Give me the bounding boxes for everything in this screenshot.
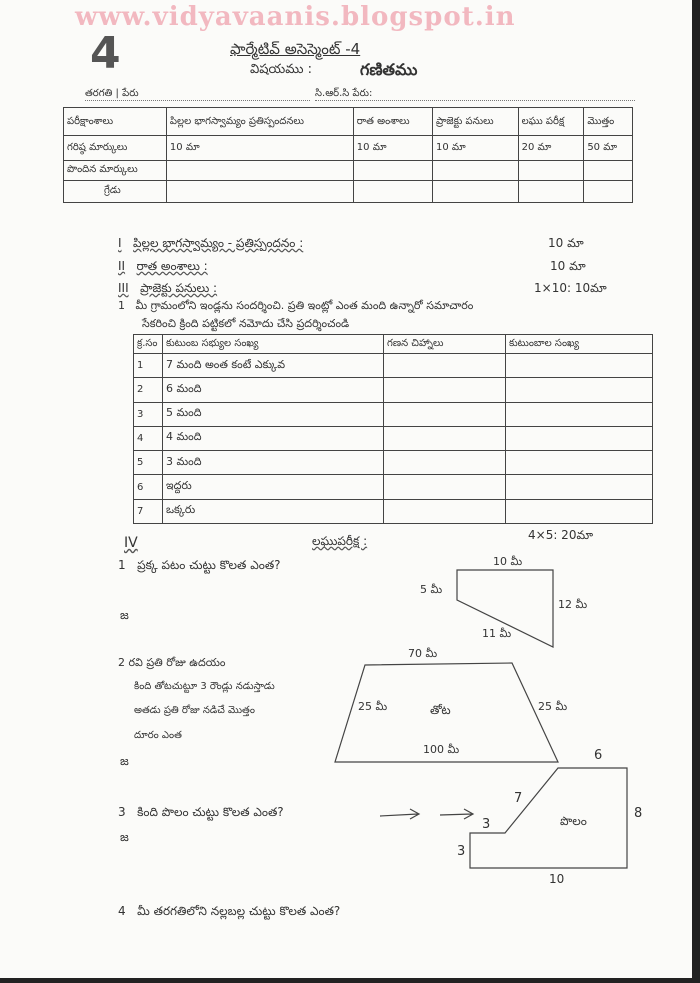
dim-label: 11 మీ (482, 627, 512, 640)
dim-label: 8 (634, 806, 643, 821)
class-name-line: తరగతి | పేరు (85, 88, 310, 101)
q3-answer: జ (120, 830, 129, 844)
cell: 2 (134, 378, 163, 402)
th: లఘు పరీక్ష (518, 108, 584, 136)
figure-q3-field (470, 768, 627, 868)
test-marks: 4×5: 20మా (528, 528, 593, 542)
cell: 7 (134, 499, 163, 523)
q2-line1: 2 రవి ప్రతి రోజు ఉదయం (118, 656, 226, 669)
th: మొత్తం (584, 108, 633, 136)
q2-line2: కింది తోటచుట్టూ 3 రౌండ్లు నడుస్తాడు (134, 681, 275, 692)
th: కుటుంబ సభ్యుల సంఖ్య (163, 335, 384, 354)
cell: 5 మంది (163, 402, 384, 426)
dim-label: 6 (594, 748, 603, 763)
section-1-marks: 10 మా (548, 236, 584, 250)
crc-name-line: సి.ఆర్.సి పేరు: (315, 88, 635, 101)
q2-answer: జ (120, 754, 129, 768)
watermark: www.vidyavaanis.blogspot.in (75, 2, 516, 32)
cell: 4 మంది (163, 426, 384, 450)
th: గణన చిహ్నాలు (384, 335, 506, 354)
section-2: II రాత అంశాలు : (118, 259, 208, 273)
section-3: III ప్రాజెక్టు పనులు : (118, 281, 218, 295)
q1-answer: జ (120, 608, 129, 622)
cell: 10 మా (166, 136, 353, 160)
dim-label: 10 మీ (493, 555, 523, 568)
dim-label: 10 (549, 872, 565, 886)
cell: గరిష్ఠ మార్కులు (64, 136, 167, 160)
subject-label: విషయము : (250, 62, 312, 77)
arrow-icon (380, 809, 473, 819)
cell: 1 (134, 354, 163, 378)
th: రాత అంశాలు (353, 108, 432, 136)
th: క్ర.సం (134, 335, 163, 354)
section-3-marks: 1×10: 10మా (534, 281, 607, 295)
dim-label: 5 మీ (420, 583, 443, 596)
q2-line4: దూరం ఎంత (134, 730, 182, 741)
q2-line3: అతడు ప్రతి రోజు నడిచే మొత్తం (134, 705, 255, 716)
test-title: లఘుపరీక్ష : (312, 534, 368, 548)
th: పరీక్షాంశాలు (64, 108, 167, 136)
cell: 4 (134, 426, 163, 450)
subject: గణితము (360, 60, 418, 79)
th: కుటుంబాల సంఖ్య (506, 335, 653, 354)
dim-label: 3 (457, 844, 466, 859)
cell: 10 మా (433, 136, 519, 160)
q1: 1 ప్రక్క పటం చుట్టు కొలత ఎంత? (118, 558, 281, 572)
section-1: I పిల్లల భాగస్వామ్యం - ప్రతిస్పందనం : (118, 236, 304, 250)
project-q1-line2: సేకరించి క్రింది పట్టికలో నమోదు చేసి ప్రదర్శించండి (142, 317, 350, 330)
q3: 3 కింది పొలం చుట్టు కొలత ఎంత? (118, 805, 284, 819)
test-section-num: IV (124, 535, 138, 551)
dim-label: 100 మీ (423, 743, 460, 756)
cell: 3 (134, 402, 163, 426)
dim-label: 3 (482, 817, 491, 832)
dim-label: 25 మీ (358, 700, 388, 713)
page-title: ఫార్మేటివ్ అసెస్మెంట్ -4 (230, 40, 361, 58)
cell: 10 మా (353, 136, 432, 160)
cell: 6 (134, 475, 163, 499)
th: ప్రాజెక్టు పనులు (433, 108, 519, 136)
section-2-marks: 10 మా (550, 259, 586, 273)
cell: 20 మా (518, 136, 584, 160)
cell: ఇద్దరు (163, 475, 384, 499)
dim-label: 7 (514, 791, 523, 806)
field-label: పొలం (560, 814, 587, 828)
cell: 6 మంది (163, 378, 384, 402)
cell: ఒక్కరు (163, 499, 384, 523)
dim-label: 70 మీ (408, 647, 438, 660)
cell: 7 మంది అంత కంటే ఎక్కువ (163, 354, 384, 378)
dim-label: 12 మీ (558, 598, 588, 611)
cell: 3 మంది (163, 451, 384, 475)
cell: 5 (134, 451, 163, 475)
q4: 4 మీ తరగతిలోని నల్లబల్ల చుట్టు కొలత ఎంత? (118, 904, 341, 918)
project-q1: 1 మీ గ్రామంలోని ఇండ్లను సందర్శించి. ప్రతి ఇంట్లో ఎంత మంది ఉన్నారో సమాచారం (118, 299, 474, 312)
cell: 50 మా (584, 136, 633, 160)
class-label: తరగతి (85, 88, 113, 99)
dim-label: 25 మీ (538, 700, 568, 713)
name-label: పేరు (122, 88, 139, 99)
th: పిల్లల భాగస్వామ్యం ప్రతిస్పందనలు (166, 108, 353, 136)
cell: పొందిన మార్కులు (64, 160, 167, 180)
cell: గ్రేడు (64, 180, 167, 202)
garden-label: తోట (430, 703, 451, 717)
grade-number: 4 (90, 28, 121, 79)
